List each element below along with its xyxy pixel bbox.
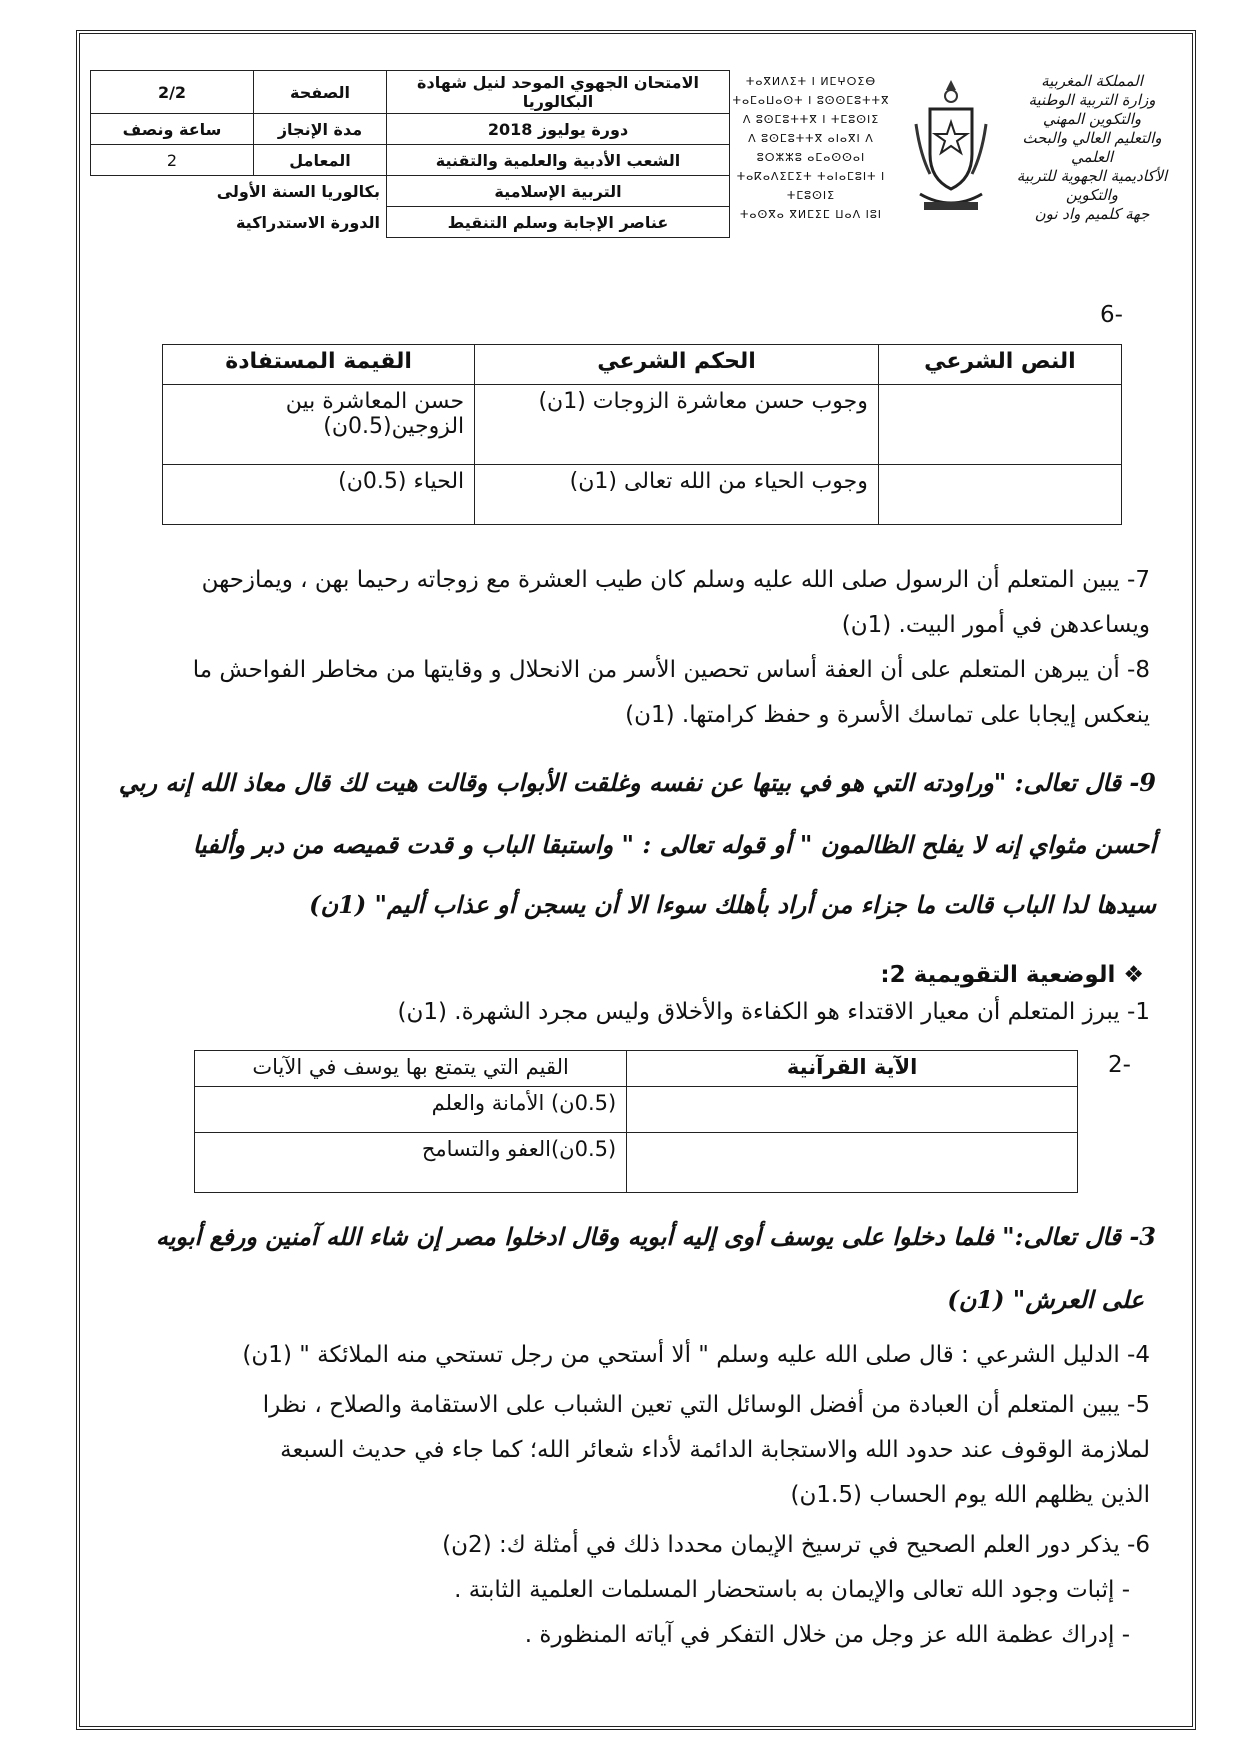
tifinagh-line: ⵜⴰⵎⴰⵡⴰⵙⵜ ⵏ ⵓⵙⵙⵎⵓⵜⵜⴳ	[732, 94, 890, 107]
s2-q2-row1-verse	[627, 1087, 1078, 1133]
tifinagh-line: ⴷ ⵓⵙⵎⵓⵜⵜⴳ ⵏ ⵜⵎⵓⵙⵏⵉ	[742, 113, 880, 126]
ministry-line: جهة كلميم واد نون	[1034, 205, 1150, 223]
page-border	[76, 30, 1196, 1730]
duration-label: مدة الإنجاز	[254, 114, 387, 145]
tifinagh-line: ⵜⴰⴳⵍⴷⵉⵜ ⵏ ⵍⵎⵖⵔⵉⴱ	[745, 75, 877, 88]
q7-line: 7- يبين المتعلم أن الرسول صلى الله عليه وسلم كان طيب العشرة مع زوجاته رحيما بهن ، ويمازحهن	[201, 567, 1150, 593]
s2-q1: 1- يبرز المتعلم أن معيار الاقتداء هو الكفاءة والأخلاق وليس مجرد الشهرة. (1ن)	[397, 999, 1150, 1025]
q6-row1-value-line: حسن المعاشرة بين	[285, 389, 465, 414]
coefficient-label: المعامل	[254, 145, 387, 176]
document-type: عناصر الإجابة وسلم التنقيط	[387, 207, 730, 238]
s2-q2-header-verse: الآية القرآنية	[627, 1051, 1078, 1087]
exam-title: الامتحان الجهوي الموحد لنيل شهادة البكالوريا	[387, 71, 730, 114]
q6-header-text: النص الشرعي	[878, 345, 1121, 385]
q6-table	[162, 344, 1122, 525]
situation2-title: ❖ الوضعية التقويمية 2:	[880, 962, 1144, 988]
s2-q5-line: لملازمة الوقوف عند حدود الله والاستجابة الدائمة لأداء شعائر الله؛ كما جاء في حديث السبعة	[280, 1437, 1150, 1463]
ministry-line: وزارة التربية الوطنية	[1028, 91, 1156, 109]
coat-of-arms-icon	[910, 74, 992, 224]
page-value: 2/2	[91, 71, 254, 114]
s2-q2-row2-value: (0.5ن)العفو والتسامح	[195, 1133, 627, 1193]
duration-value: ساعة ونصف	[91, 114, 254, 145]
s2-q2-header-values: القيم التي يتمتع بها يوسف في الآيات	[195, 1051, 627, 1087]
ministry-line: والتعليم العالي والبحث العلمي	[1022, 129, 1162, 166]
s2-q3-line: على العرش" (1ن)	[947, 1285, 1144, 1314]
s2-q2-row1-value: (0.5ن) الأمانة والعلم	[195, 1087, 627, 1133]
session: دورة يوليوز 2018	[387, 114, 730, 145]
q9-line: سيدها لدا الباب قالت ما جزاء من أراد بأهلك سوءا الا أن يسجن أو عذاب أليم" (1ن)	[309, 890, 1156, 919]
s2-q2-table	[194, 1050, 1078, 1193]
ministry-line: المملكة المغربية	[1041, 72, 1143, 90]
q6-row1-text	[878, 385, 1121, 465]
session-type: الدورة الاستدراكية	[235, 212, 380, 232]
tifinagh-block	[726, 72, 896, 224]
s2-q3-line: 3- قال تعالى:" فلما دخلوا على يوسف أوى إليه أبويه وقال ادخلوا مصر إن شاء الله آمنين ورفع أبويه	[155, 1222, 1156, 1251]
q9-line: أحسن مثواي إنه لا يفلح الظالمون " أو قوله تعالى : " واستبقا الباب و قدت قميصه من دبر وألفيا	[192, 830, 1156, 859]
q6-row1-ruling: وجوب حسن معاشرة الزوجات (1ن)	[475, 385, 879, 465]
q6-header-ruling: الحكم الشرعي	[475, 345, 879, 385]
q8-line: ينعكس إيجابا على تماسك الأسرة و حفظ كرامتها. (1ن)	[625, 702, 1150, 728]
s2-q5-line: 5- يبين المتعلم أن العبادة من أفضل الوسائل التي تعين الشباب على الاستقامة والصلاح ، نظرا	[262, 1392, 1150, 1418]
ministry-line: الأكاديمية الجهوية للتربية والتكوين	[1016, 167, 1168, 204]
s2-q4: 4- الدليل الشرعي : قال صلى الله عليه وسلم " ألا أستحي من رجل تستحي منه الملائكة " (1ن)	[242, 1342, 1150, 1368]
s2-q2-number: -2	[1108, 1052, 1131, 1078]
tifinagh-line: ⵜⴰⴽⴰⴷⵉⵎⵉⵜ ⵜⴰⵏⴰⵎⵓⵏⵜ ⵏ ⵜⵎⵓⵙⵏⵉ	[736, 170, 886, 202]
s2-q6: 6- يذكر دور العلم الصحيح في ترسيخ الإيمان محددا ذلك في أمثلة ك: (2ن)	[442, 1532, 1150, 1558]
ministry-line: والتكوين المهني	[1042, 110, 1142, 128]
s2-q2-row2-verse	[627, 1133, 1078, 1193]
branches: الشعب الأدبية والعلمية والتقنية	[387, 145, 730, 176]
q9-line: 9- قال تعالى: "وراودته التي هو في بيتها عن نفسه وغلقت الأبواب وقالت هيت لك قال معاذ الله إنه ربي	[118, 768, 1156, 797]
q6-row2-text	[878, 465, 1121, 525]
ministry-block	[1012, 72, 1172, 224]
q6-row2-value-line: الحياء (0.5ن)	[338, 469, 465, 494]
exam-header	[80, 34, 1192, 244]
q7-line: ويساعدهن في أمور البيت. (1ن)	[841, 612, 1150, 638]
q6-row2-value	[163, 465, 475, 525]
subject: التربية الإسلامية	[387, 176, 730, 207]
q6-number: -6	[1100, 302, 1123, 328]
s2-q6-bullet: - إثبات وجود الله تعالى والإيمان به باستحضار المسلمات العلمية الثابتة .	[454, 1577, 1130, 1603]
q6-row1-value	[163, 385, 475, 465]
tifinagh-line: ⴷ ⵓⵙⵎⵓⵜⵜⴳ ⴰⵏⴰⴳⵏ ⴷ ⵓⵔⵣⵣⵓ ⴰⵎⴰⵙⵙⴰⵏ	[748, 132, 874, 164]
exam-info-grid	[90, 70, 730, 238]
s2-q5-line: الذين يظلهم الله يوم الحساب (1.5ن)	[790, 1482, 1150, 1508]
coefficient-value: 2	[91, 145, 254, 176]
q6-row1-value-line: الزوجين(0.5ن)	[323, 414, 465, 439]
q8-line: 8- أن يبرهن المتعلم على أن العفة أساس تحصين الأسر من الانحلال و وقايتها من مخاطر الفواحش ما	[192, 657, 1150, 683]
tifinagh-line: ⵜⴰⵙⴳⴰ ⴳⵍⵎⵉⵎ ⵡⴰⴷ ⵏⵓⵏ	[739, 208, 883, 221]
level: بكالوريا السنة الأولى	[216, 181, 380, 201]
s2-q6-bullet: - إدراك عظمة الله عز وجل من خلال التفكر في آياته المنظورة .	[524, 1622, 1130, 1648]
q6-row2-ruling: وجوب الحياء من الله تعالى (1ن)	[475, 465, 879, 525]
page-label: الصفحة	[254, 71, 387, 114]
q6-header-value: القيمة المستفادة	[163, 345, 475, 385]
